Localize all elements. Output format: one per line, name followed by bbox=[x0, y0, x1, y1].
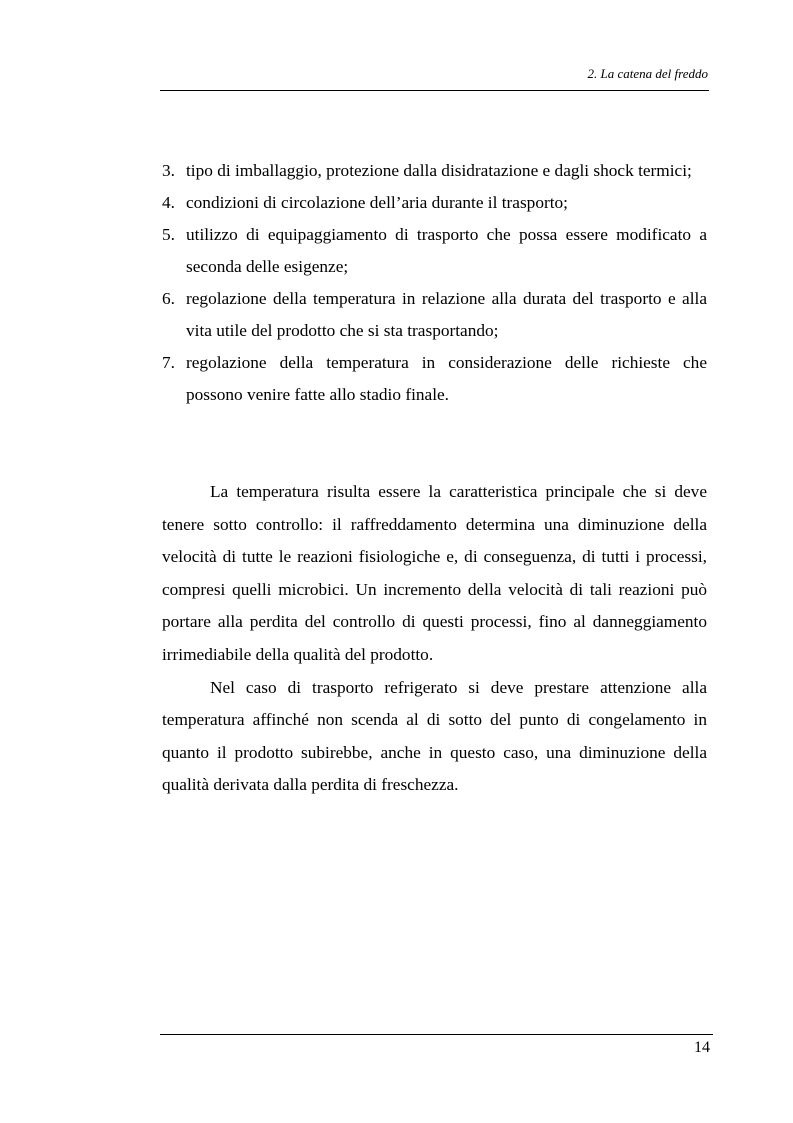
page-number: 14 bbox=[694, 1039, 710, 1056]
running-header: 2. La catena del freddo bbox=[587, 66, 708, 81]
paragraph-refrigerated-transport: Nel caso di trasporto refrigerato si deve prestare attenzione alla temperatura affinché non scenda al di sotto del punto di congelamento in quanto il prodotto subirebbe, anche in questo caso, una diminuzione della qualità derivata dalla perdita di freschezza. bbox=[162, 677, 707, 795]
list-item-number: 5. bbox=[162, 225, 175, 244]
list-item bbox=[162, 219, 707, 283]
list-item-text: condizioni di circolazione dell’aria durante il trasporto; bbox=[186, 193, 568, 212]
list-item bbox=[162, 283, 707, 347]
list-item-text: regolazione della temperatura in considerazione delle richieste che possono venire fatte allo stadio finale. bbox=[186, 353, 707, 404]
list-item-number: 3. bbox=[162, 161, 175, 180]
body-text bbox=[162, 476, 707, 802]
list-item-text: tipo di imballaggio, protezione dalla disidratazione e dagli shock termici; bbox=[186, 161, 692, 180]
list-item bbox=[162, 347, 707, 411]
paragraph-temperature: La temperatura risulta essere la caratteristica principale che si deve tenere sotto controllo: il raffreddamento determina una diminuzione della velocità di tutte le reazioni fisiologiche e, di conseguenza, di tutti i processi, compresi quelli microbici. Un incremento della velocità di tali reazioni può portare alla perdita del controllo di questi processi, fino al danneggiamento irrimediabile della qualità del prodotto. bbox=[162, 482, 707, 664]
list-item bbox=[162, 187, 707, 219]
list-item-number: 7. bbox=[162, 353, 175, 372]
list-item-number: 4. bbox=[162, 193, 175, 212]
list-item-text: utilizzo di equipaggiamento di trasporto che possa essere modificato a seconda delle esigenze; bbox=[186, 225, 707, 276]
header-rule bbox=[160, 90, 709, 91]
list-item-text: regolazione della temperatura in relazione alla durata del trasporto e alla vita utile del prodotto che si sta trasportando; bbox=[186, 289, 707, 340]
list-item bbox=[162, 155, 707, 187]
footer-rule bbox=[160, 1034, 713, 1035]
numbered-list bbox=[162, 155, 707, 411]
list-item-number: 6. bbox=[162, 289, 175, 308]
